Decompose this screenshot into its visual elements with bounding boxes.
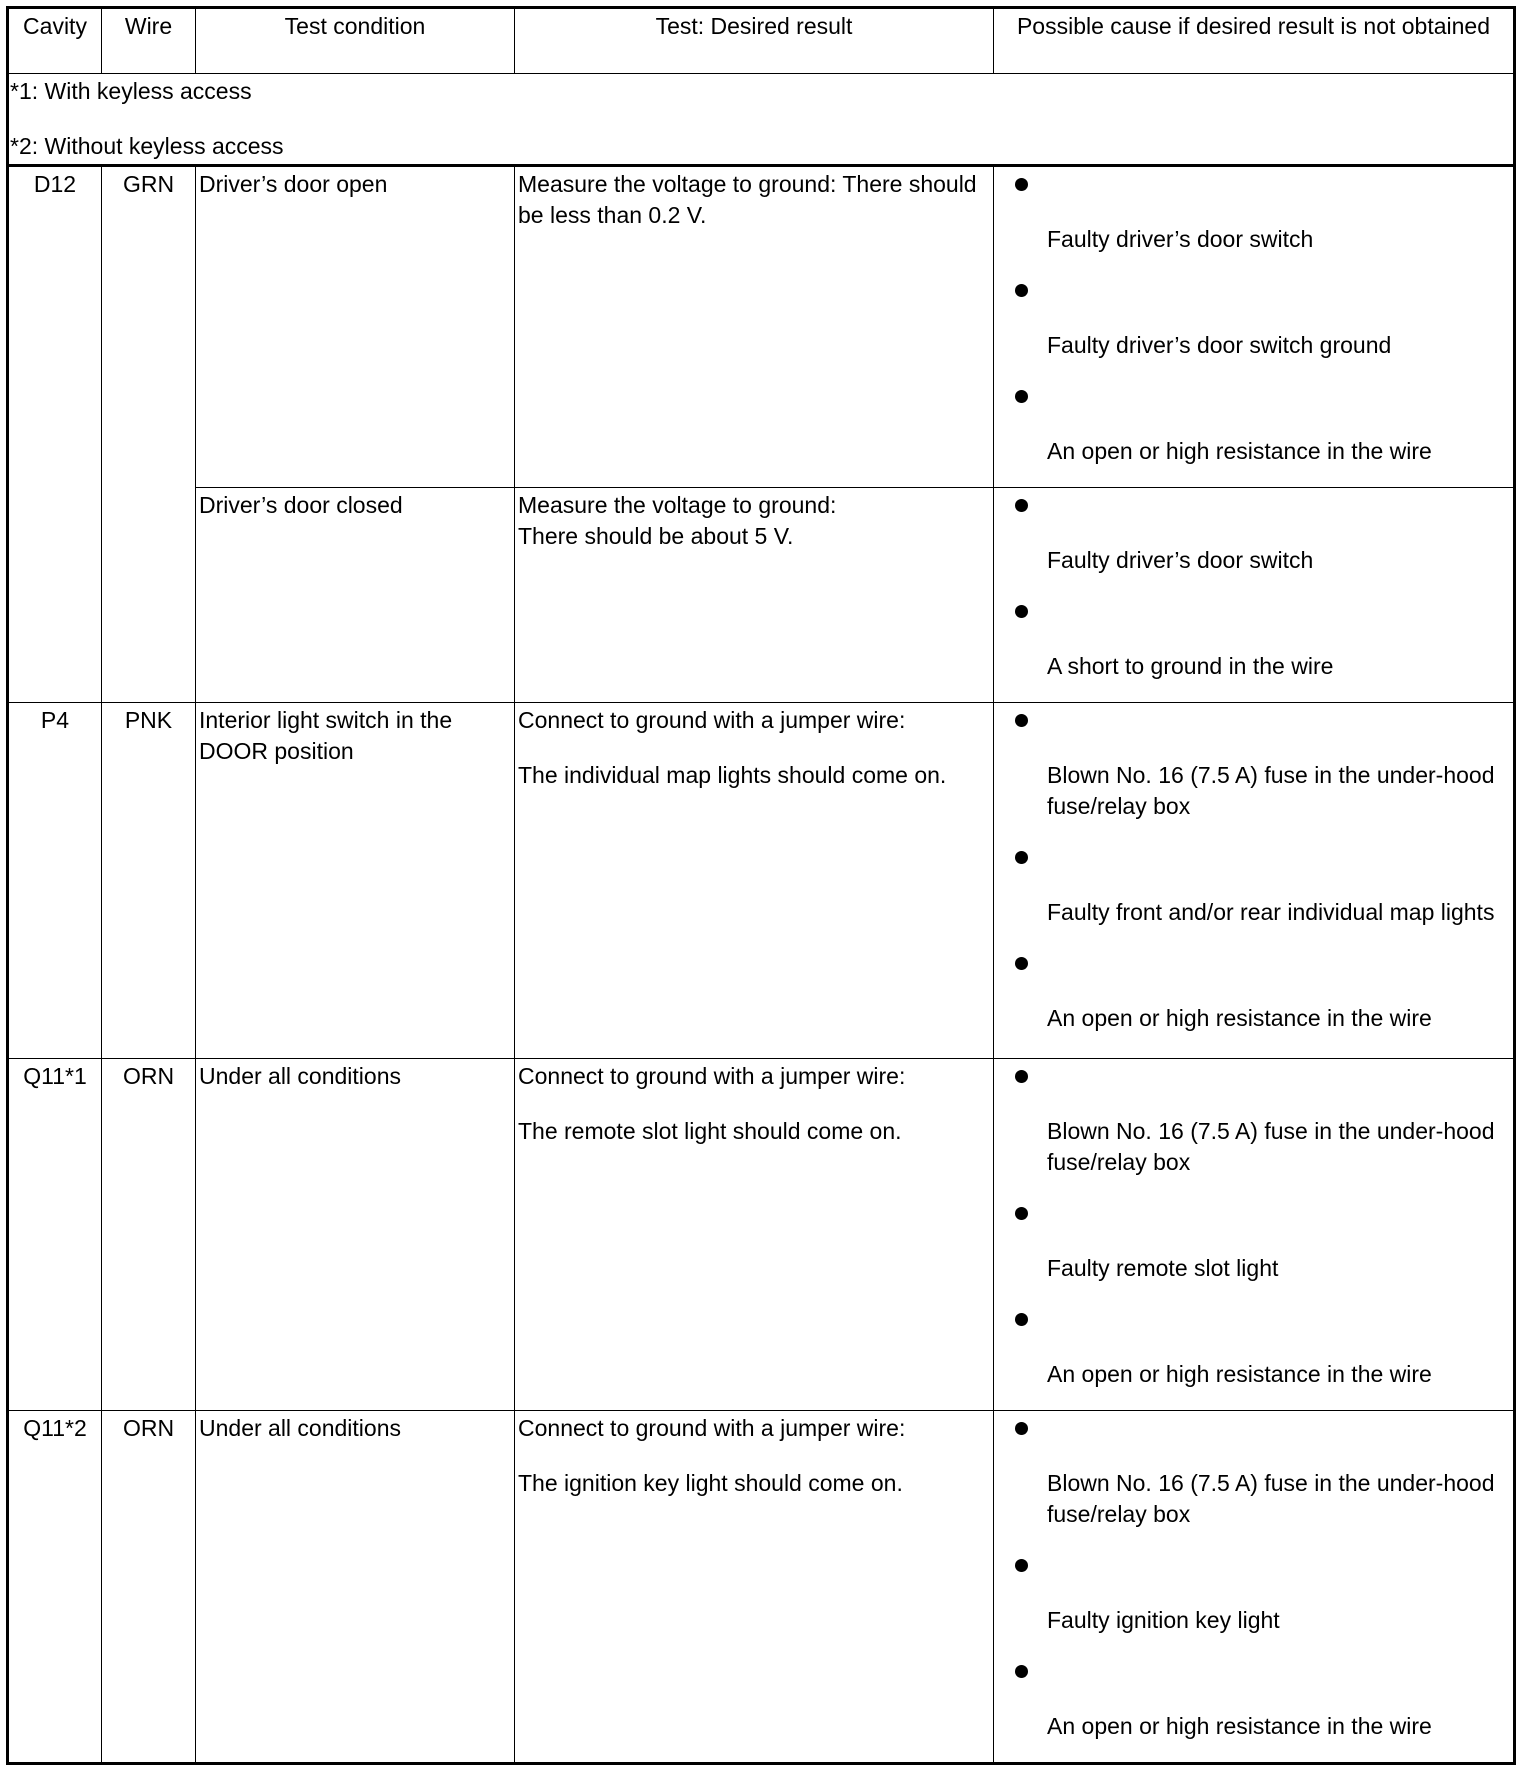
cause-item: An open or high resistance in the wire — [1047, 1361, 1432, 1387]
wire-cell: ORN — [102, 1411, 196, 1764]
result-cell — [515, 703, 994, 1059]
cause-cell — [994, 1411, 1515, 1764]
cavity-cell: D12 — [8, 166, 102, 703]
table-row — [8, 488, 1515, 703]
header-cavity: Cavity — [8, 8, 102, 74]
condition-cell: Driver’s door open — [196, 166, 515, 488]
bullet-icon — [1015, 948, 1510, 979]
bullet-icon — [1015, 169, 1510, 200]
cause-item: An open or high resistance in the wire — [1047, 438, 1432, 464]
cavity-cell: P4 — [8, 703, 102, 1059]
bullet-icon — [1015, 705, 1510, 736]
test-table — [6, 6, 1516, 1765]
cause-item: An open or high resistance in the wire — [1047, 1005, 1432, 1031]
header-possible-cause: Possible cause if desired result is not obtained — [994, 8, 1515, 74]
bullet-icon — [1015, 1198, 1510, 1229]
cause-item: Blown No. 16 (7.5 A) fuse in the under-hood fuse/relay box — [1047, 1118, 1495, 1175]
result-line: Connect to ground with a jumper wire: — [518, 1415, 906, 1441]
bullet-icon — [1015, 1413, 1510, 1444]
header-row — [8, 8, 1515, 74]
cause-item: Faulty remote slot light — [1047, 1255, 1279, 1281]
table-row — [8, 1411, 1515, 1764]
cause-item: Blown No. 16 (7.5 A) fuse in the under-hood fuse/relay box — [1047, 762, 1495, 819]
result-cell — [515, 1059, 994, 1411]
cause-cell — [994, 166, 1515, 488]
condition-cell: Under all conditions — [196, 1411, 515, 1764]
cause-item: Faulty driver’s door switch — [1047, 226, 1314, 252]
cause-cell — [994, 1059, 1515, 1411]
cause-cell — [994, 488, 1515, 703]
bullet-icon — [1015, 596, 1510, 627]
result-line: Connect to ground with a jumper wire: — [518, 707, 906, 733]
note-keyless: *1: With keyless access — [10, 78, 252, 104]
bullet-icon — [1015, 381, 1510, 412]
notes-row — [8, 74, 1515, 166]
bullet-icon — [1015, 1550, 1510, 1581]
bullet-icon — [1015, 1656, 1510, 1687]
bullet-icon — [1015, 842, 1510, 873]
bullet-icon — [1015, 1304, 1510, 1335]
cause-item: Faulty ignition key light — [1047, 1607, 1280, 1633]
header-test-condition: Test condition — [196, 8, 515, 74]
wire-cell: GRN — [102, 166, 196, 703]
note-no-keyless: *2: Without keyless access — [10, 133, 284, 159]
result-line: Measure the voltage to ground: — [518, 492, 837, 518]
result-line: The individual map lights should come on. — [518, 762, 947, 788]
cause-item: Faulty front and/or rear individual map lights — [1047, 899, 1495, 925]
table-row — [8, 703, 1515, 1059]
condition-cell: Under all conditions — [196, 1059, 515, 1411]
cause-item: A short to ground in the wire — [1047, 653, 1334, 679]
cause-cell — [994, 703, 1515, 1059]
cause-item: An open or high resistance in the wire — [1047, 1713, 1432, 1739]
cause-item: Faulty driver’s door switch — [1047, 547, 1314, 573]
bullet-icon — [1015, 490, 1510, 521]
bullet-icon — [1015, 1061, 1510, 1092]
notes-cell — [8, 74, 1515, 166]
result-cell: Measure the voltage to ground: There should be less than 0.2 V. — [515, 166, 994, 488]
condition-cell: Interior light switch in the DOOR position — [196, 703, 515, 1059]
table-row — [8, 1059, 1515, 1411]
cause-item: Blown No. 16 (7.5 A) fuse in the under-hood fuse/relay box — [1047, 1470, 1495, 1527]
header-desired-result: Test: Desired result — [515, 8, 994, 74]
bullet-icon — [1015, 275, 1510, 306]
header-wire: Wire — [102, 8, 196, 74]
cavity-cell: Q11*2 — [8, 1411, 102, 1764]
result-cell — [515, 488, 994, 703]
cavity-cell: Q11*1 — [8, 1059, 102, 1411]
cause-item: Faulty driver’s door switch ground — [1047, 332, 1392, 358]
result-line: Connect to ground with a jumper wire: — [518, 1063, 906, 1089]
result-line: There should be about 5 V. — [518, 523, 794, 549]
wire-cell: PNK — [102, 703, 196, 1059]
result-line: The remote slot light should come on. — [518, 1118, 902, 1144]
result-line: The ignition key light should come on. — [518, 1470, 903, 1496]
table-row — [8, 166, 1515, 488]
condition-cell: Driver’s door closed — [196, 488, 515, 703]
wire-cell: ORN — [102, 1059, 196, 1411]
result-cell — [515, 1411, 994, 1764]
